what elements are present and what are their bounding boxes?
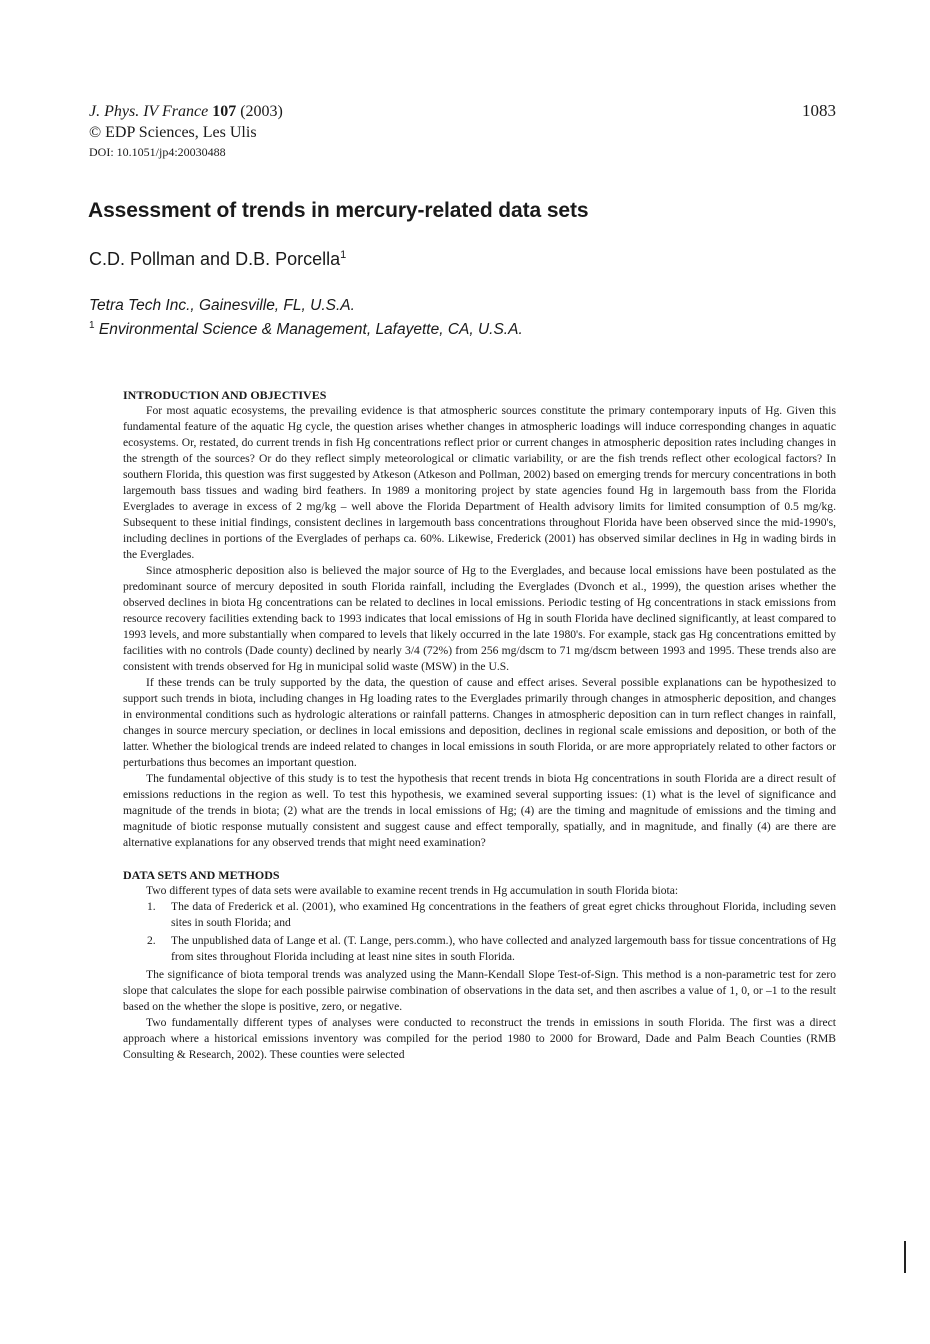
affiliation-2: Environmental Science & Management, Lafayette, CA, U.S.A. bbox=[98, 321, 523, 339]
intro-paragraph: Since atmospheric deposition also is believed the major source of Hg to the Everglades, and because local emissions have been postulated as the predominant source of mercury deposited in south Florida rainfall, including the Everglades (Dvonch et al., 1999), the question arises whether the observed declines in biota Hg concentrations can be related to declines in local emissions. Periodic testing of Hg concentrations in stack emissions from resource recovery facilities extending back to 1993 indicates that local emissions of Hg in south Florida have declined significantly, at least compared to 1993 levels, and more substantially when compared to levels that likely occurred in the late 1980's. For example, stack gas Hg concentrations emitted by facilities with no controls (Dade county) declined by nearly 3/4 (72%) from 256 mg/dscm to 71 mg/dscm between 1993 and 1995. These trends also are consistent with trends observed for Hg in municipal solid waste (MSW) in the U.S. bbox=[123, 564, 836, 673]
paper-title: Assessment of trends in mercury-related data sets bbox=[88, 199, 589, 222]
journal-volume: 107 bbox=[212, 103, 237, 120]
intro-paragraph: For most aquatic ecosystems, the prevailing evidence is that atmospheric sources constitute the primary contemporary inputs of Hg. Given this fundamental feature of the aquatic Hg cycle, the question arises whether changes in atmospheric loadings will induce corresponding changes in aquatic ecosystems. Or, restated, do current trends in fish Hg concentrations reflect prior or current changes in atmospheric deposition rates including changes in the strength of the sources? Or do they reflect simply meteorological or climatic variability, or are the fish trends reflect other ecological factors? In southern Florida, this question was first suggested by Atkeson (Atkeson and Pollman, 2002) based on emerging trends for mercury concentrations in both largemouth bass tissues and wading bird feathers. In 1989 a monitoring project by state agencies found Hg in largemouth bass from the Florida Everglades to average in excess of 2 mg/kg – well above the Florida Department of Health advisory limits for limited consumption of 0.5 mg/kg. Subsequent to these initial findings, consistent declines in largemouth bass concentrations throughout Florida have been observed since the mid-1990's, including declines in portions of the Everglades of perhaps ca. 60%. Likewise, Frederick (2001) has observed similar declines in Hg in wading birds in the Everglades. bbox=[123, 404, 836, 561]
list-item bbox=[123, 899, 836, 931]
section-gap bbox=[123, 859, 836, 867]
affiliation-1: Tetra Tech Inc., Gainesville, FL, U.S.A. bbox=[89, 297, 355, 314]
methods-lead: Two different types of data sets were available to examine recent trends in Hg accumulation in south Florida biota: bbox=[146, 884, 679, 897]
methods-heading: DATA SETS AND METHODS bbox=[123, 868, 280, 882]
list-item-text: The data of Frederick et al. (2001), who examined Hg concentrations in the feathers of great egret chicks throughout Florida, including seven sites in south Florida; and bbox=[171, 900, 836, 929]
author-superscript: 1 bbox=[340, 249, 347, 261]
journal-year: (2003) bbox=[240, 103, 283, 120]
journal-citation bbox=[89, 101, 283, 122]
affiliation-2-line bbox=[89, 316, 523, 340]
margin-mark bbox=[904, 1241, 906, 1273]
journal-header bbox=[89, 101, 283, 160]
list-item-text: The unpublished data of Lange et al. (T. Lange, pers.comm.), who have collected and analyzed largemouth bass for tissue concentrations of Hg from sites throughout Florida including at least nine sites in south Florida. bbox=[171, 934, 836, 963]
page-number: 1083 bbox=[802, 101, 836, 120]
list-item-number: 2. bbox=[147, 934, 156, 947]
methods-paragraph: Two fundamentally different types of analyses were conducted to reconstruct the trends in emissions in south Florida. The first was a direct approach where a historical emissions inventory was compiled for the period 1980 to 2000 for Broward, Dade and Palm Beach Counties (RMB Consulting & Research, 2002). These counties were selected bbox=[123, 1016, 836, 1061]
section-gap bbox=[123, 851, 836, 859]
list-item-number: 1. bbox=[147, 900, 156, 913]
list-item bbox=[123, 933, 836, 965]
methods-paragraph: The significance of biota temporal trends was analyzed using the Mann-Kendall Slope Test-of-Sign. This method is a non-parametric test for zero slope that calculates the slope for each possible pairwise combination of observations in the data set, and then ascribes a value of 1, 0, or –1 to the result based on the whether the slope is positive, zero, or negative. bbox=[123, 968, 836, 1013]
intro-paragraph: The fundamental objective of this study is to test the hypothesis that recent trends in biota Hg concentrations in south Florida are a direct result of emissions reductions in the region as well. To test this hypothesis, we examined several supporting issues: (1) what is the level of significance and magnitude of the trends in biota; (2) what are the trends in local emissions of Hg; (4) are the timing and magnitude of emissions and the timing and magnitude of biotic response mutually consistent and suggest cause and effect temporally, spatially, and in magnitude, and finally (4) are there are alternative explanations for any observed trends that might need examination? bbox=[123, 772, 836, 849]
paper-body bbox=[123, 387, 836, 1063]
intro-paragraph: If these trends can be truly supported by the data, the question of cause and effect arises. Several possible explanations can be hypothesized to support such trends in biota, including changes in Hg loading rates to the Everglades primarily through changes in atmospheric deposition, and changes in environmental conditions such as hydrologic alterations or rainfall patterns. Changes in atmospheric deposition can in turn reflect changes in rainfall, changes in source mercury speciation, or declines in local emissions and deposition, declines in regional scale emissions and deposition, or both of the latter. Whether the biological trends are indeed related to changes in local emissions in south Florida, or are more appropriately related to other factors or perturbations thus becomes an important question. bbox=[123, 676, 836, 769]
author-line bbox=[89, 249, 346, 270]
doi-line: DOI: 10.1051/jp4:20030488 bbox=[89, 145, 226, 159]
copyright-line: © EDP Sciences, Les Ulis bbox=[89, 124, 257, 141]
affiliation-2-superscript: 1 bbox=[89, 320, 95, 331]
journal-name: J. Phys. IV France bbox=[89, 103, 209, 120]
data-set-list bbox=[123, 899, 836, 965]
affiliations bbox=[89, 296, 523, 340]
author-names: C.D. Pollman and D.B. Porcella bbox=[89, 249, 341, 269]
intro-heading: INTRODUCTION AND OBJECTIVES bbox=[123, 388, 327, 402]
